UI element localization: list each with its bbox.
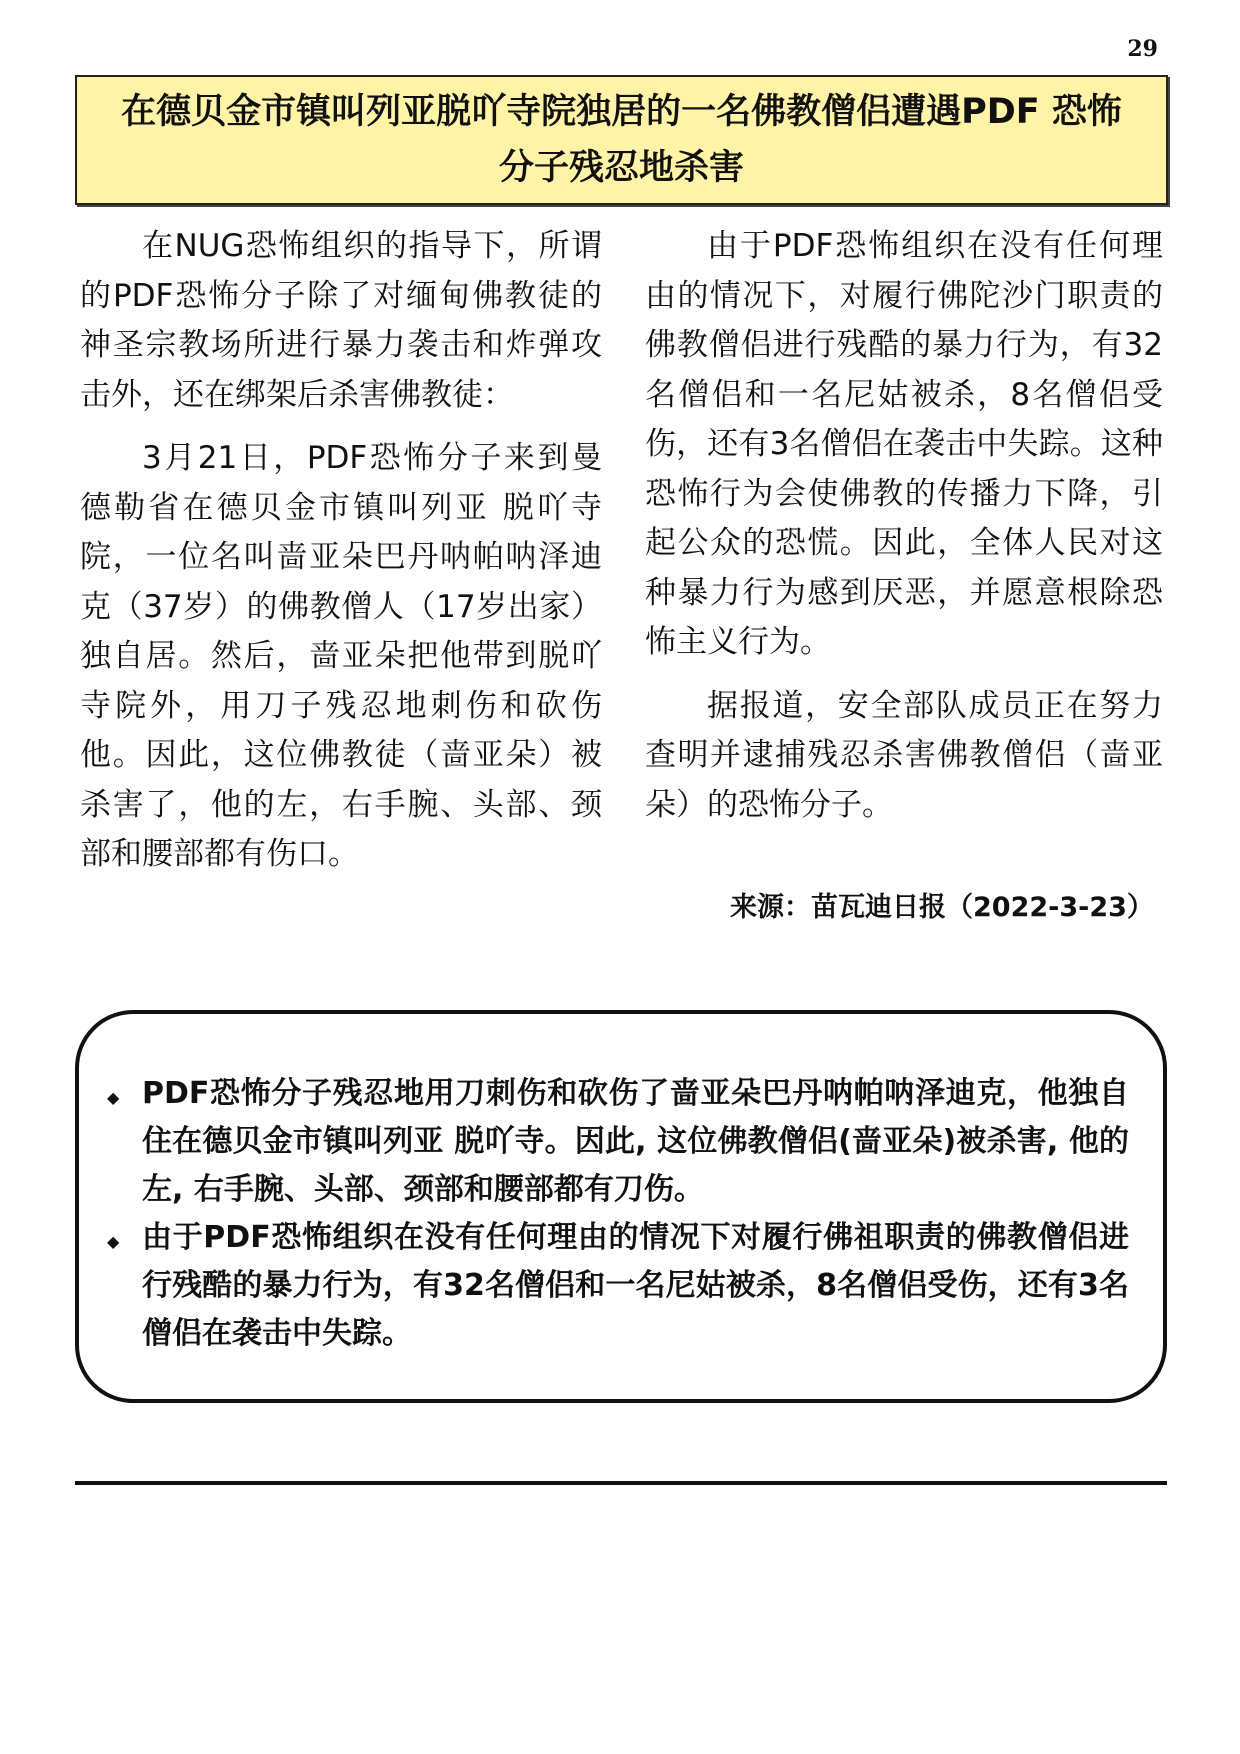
diamond-bullet-icon: ◆: [107, 1088, 120, 1107]
summary-item-text: 由于PDF恐怖组织在没有任何理由的情况下对履行佛祖职责的佛教僧侣进行残酷的暴力行为，有32名僧侣和一名尼姑被杀，8名僧侣受伤，还有3名僧侣在袭击中失踪。: [142, 1220, 1129, 1351]
summary-item: [107, 1070, 1129, 1214]
diamond-bullet-icon: ◆: [107, 1232, 120, 1251]
body-paragraph: 由于PDF恐怖组织在没有任何理由的情况下，对履行佛陀沙门职责的佛教僧侣进行残酷的暴力行为，有32名僧侣和一名尼姑被杀，8名僧侣受伤，还有3名僧侣在袭击中失踪。这种恐怖行为会使佛教的传播力下降，引起公众的恐慌。因此，全体人民对这种暴力行为感到厌恶，并愿意根除恐怖主义行为。: [645, 228, 1163, 660]
article-title-box: [75, 75, 1168, 205]
summary-item: [107, 1214, 1129, 1358]
body-paragraph: 3月21日，PDF恐怖分子来到曼德勒省在德贝金市镇叫列亚 脱吖寺院，一位名叫啬亚朵巴丹呐帕呐泽迪克（37岁）的佛教僧人（17岁出家）独自居。然后，啬亚朵把他带到脱吖寺院外，用刀子残忍地刺伤和砍伤他。因此，这位佛教徒（啬亚朵）被杀害了，他的左，右手腕、头部、颈部和腰部都有伤口。: [80, 440, 602, 872]
bottom-divider: [75, 1481, 1167, 1485]
summary-box: [75, 1010, 1167, 1403]
source-citation: 来源：苗瓦迪日报（2022-3-23）: [730, 892, 1154, 923]
body-paragraph: 据报道，安全部队成员正在努力查明并逮捕残忍杀害佛教僧侣（啬亚朵）的恐怖分子。: [645, 687, 1163, 823]
right-column: [645, 222, 1163, 844]
article-title-line-2: 分子残忍地杀害: [498, 148, 744, 188]
page-number: 29: [1127, 36, 1158, 62]
article-title-line-1: 在德贝金市镇叫列亚脱吖寺院独居的一名佛教僧侣遭遇PDF 恐怖: [121, 92, 1122, 132]
left-column: [80, 222, 602, 894]
body-paragraph: 在NUG恐怖组织的指导下，所谓的PDF恐怖分子除了对缅甸佛教徒的神圣宗教场所进行暴力袭击和炸弹攻击外，还在绑架后杀害佛教徒：: [80, 228, 602, 413]
summary-item-text: PDF恐怖分子残忍地用刀刺伤和砍伤了啬亚朵巴丹呐帕呐泽迪克，他独自住在德贝金市镇叫列亚 脱吖寺。因此, 这位佛教僧侣(啬亚朵)被杀害, 他的左, 右手腕、头部、颈部和腰部都有刀伤。: [142, 1076, 1129, 1207]
